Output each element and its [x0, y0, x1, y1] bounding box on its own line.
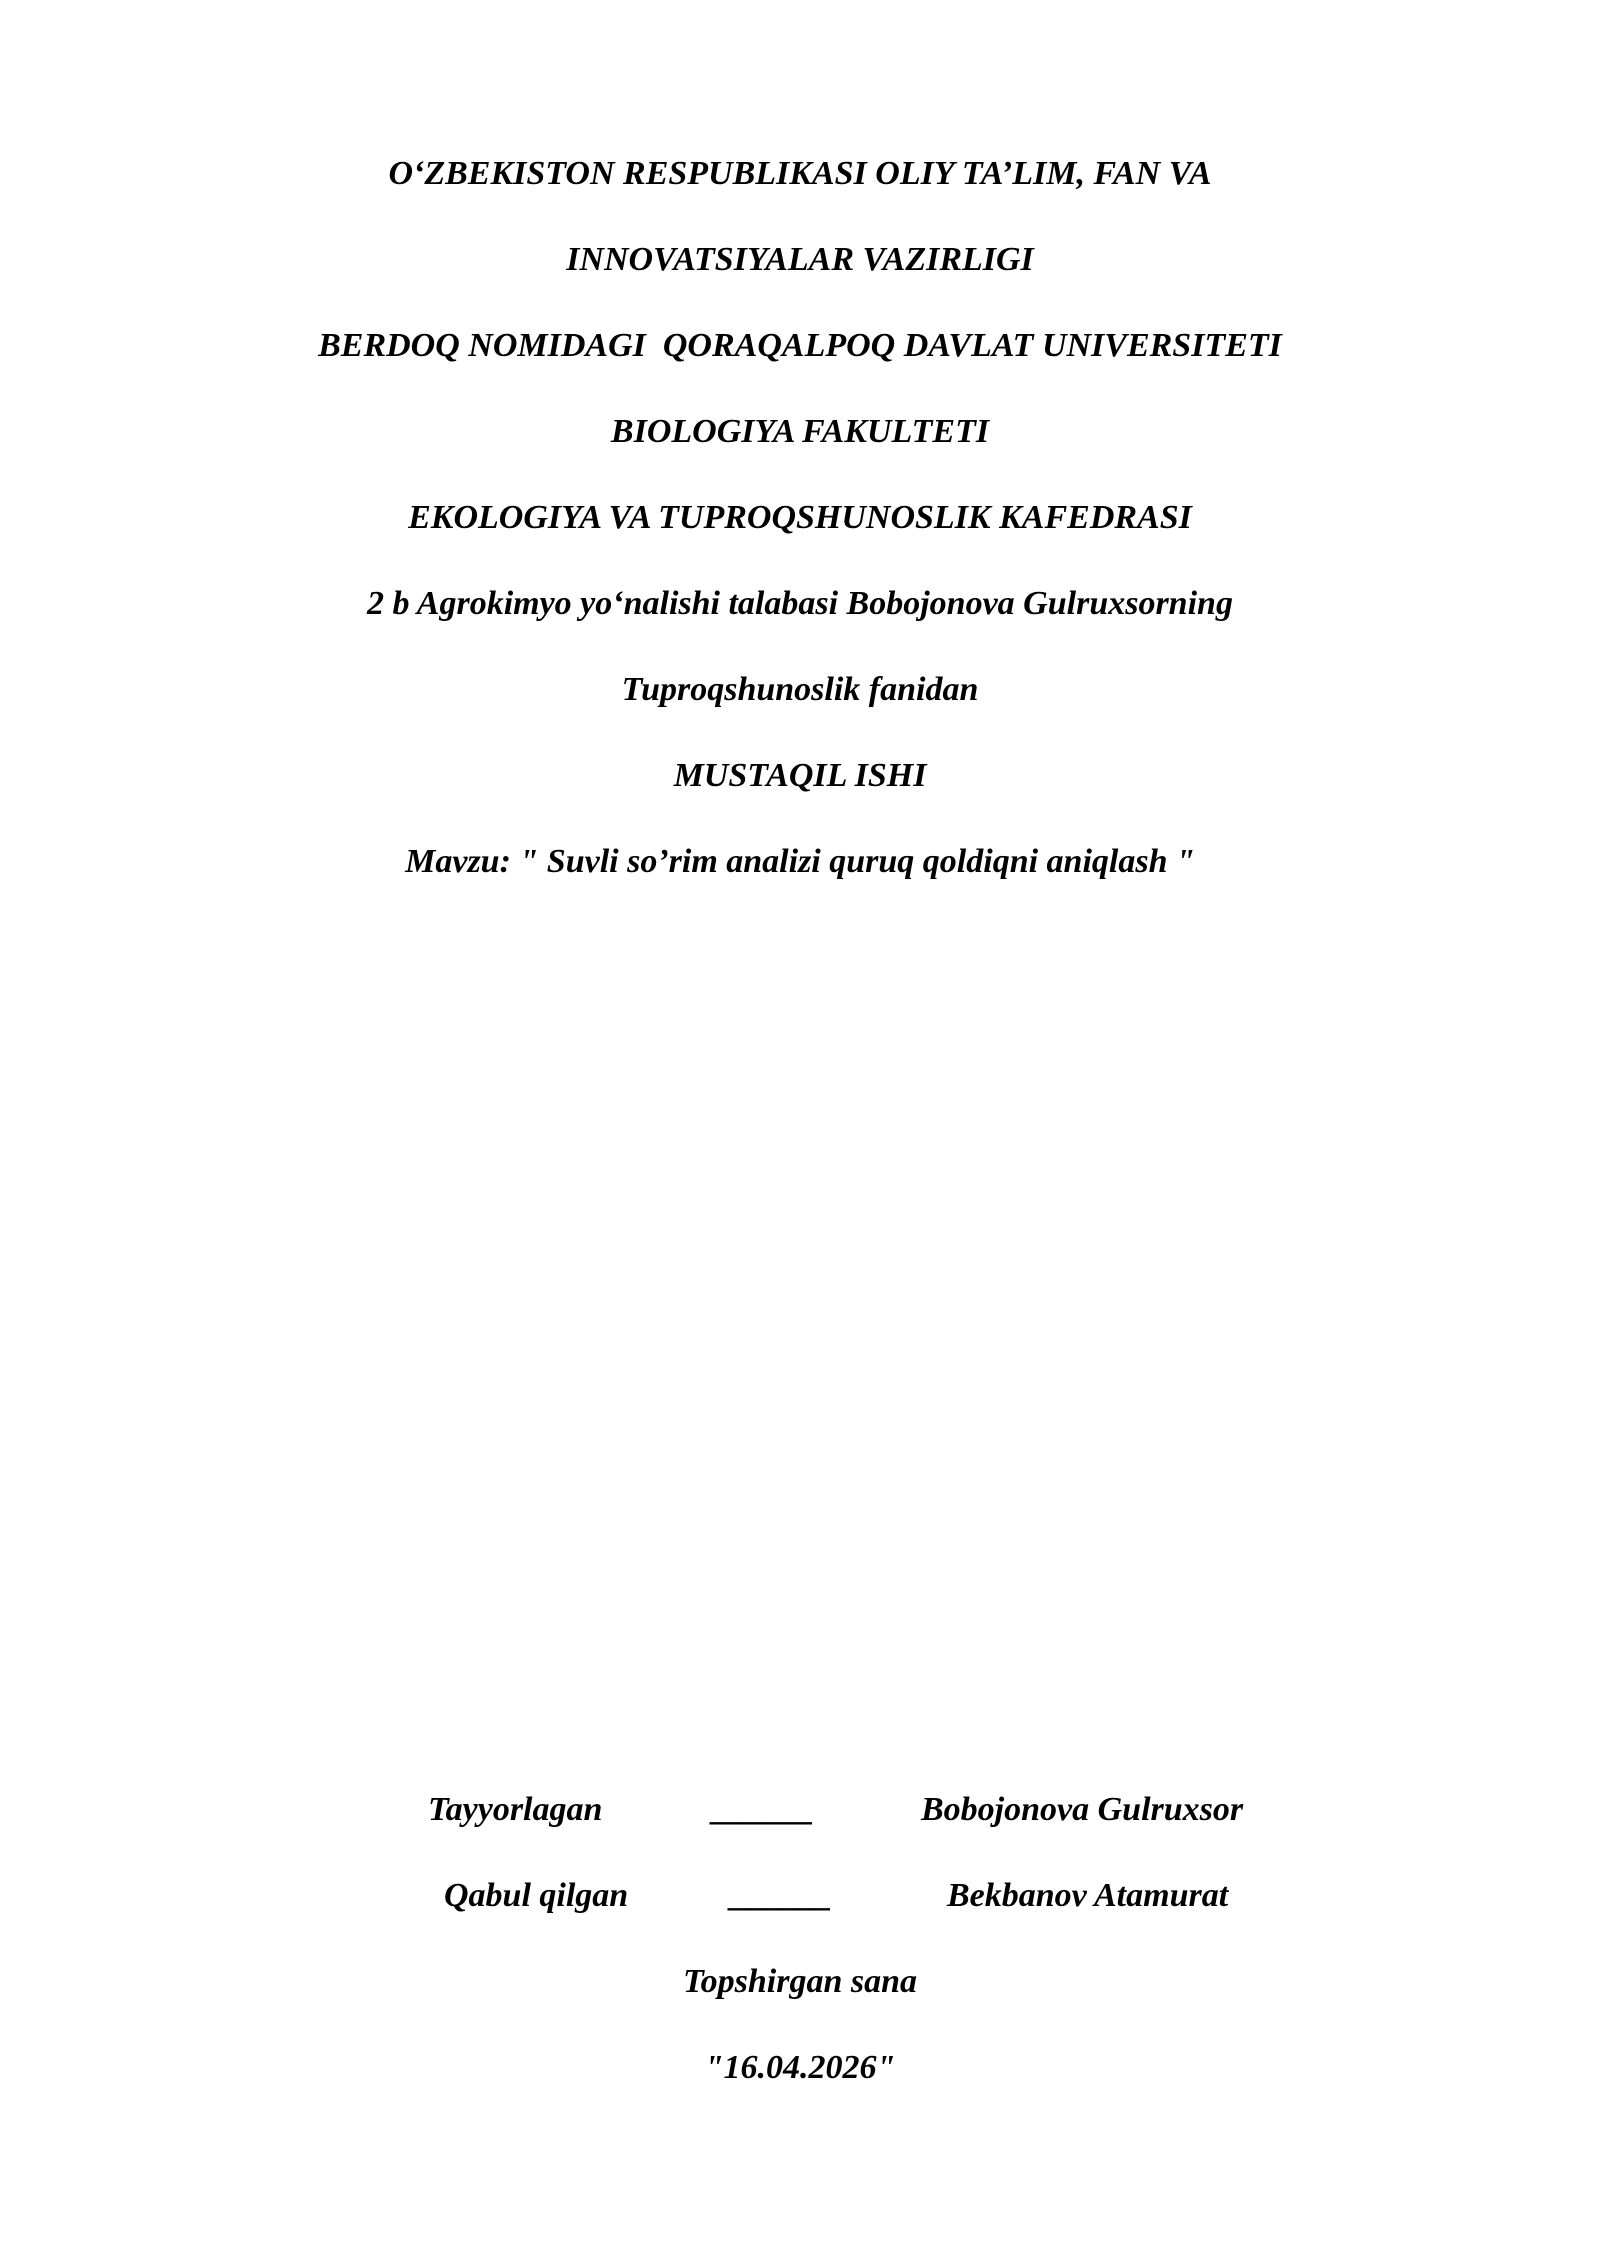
accepted-signature-blank: ______: [730, 1877, 832, 1914]
prepared-name: Bobojonova Gulruxsor: [921, 1791, 1244, 1828]
accepted-name: Bekbanov Atamurat: [947, 1877, 1229, 1914]
topic-line: Mavzu: " Suvli so’rim analizi quruq qoldiqni aniqlash ": [405, 843, 1195, 880]
subject-line: Tuproqshunoslik fanidan: [621, 671, 979, 708]
submitted-label: Topshirgan sana: [682, 1963, 917, 2000]
prepared-label: Tayyorlagan: [428, 1791, 603, 1828]
faculty-name: BIOLOGIYA FAKULTETI: [610, 413, 990, 450]
ministry-line-2: INNOVATSIYALAR VAZIRLIGI: [566, 241, 1034, 278]
prepared-signature-blank: ______: [712, 1791, 814, 1828]
student-line: 2 b Agrokimyo yo‘nalishi talabasi Bobojonova Gulruxsorning: [367, 585, 1233, 622]
university-name: BERDOQ NOMIDAGI QORAQALPOQ DAVLAT UNIVERSITETI: [318, 327, 1282, 364]
submitted-date: "16.04.2026": [704, 2049, 896, 2086]
department-name: EKOLOGIYA VA TUPROQSHUNOSLIK KAFEDRASI: [408, 499, 1192, 536]
work-type: MUSTAQIL ISHI: [673, 757, 927, 794]
accepted-label: Qabul qilgan: [444, 1877, 629, 1914]
ministry-line-1: O‘ZBEKISTON RESPUBLIKASI OLIY TA’LIM, FAN VA: [388, 155, 1212, 192]
